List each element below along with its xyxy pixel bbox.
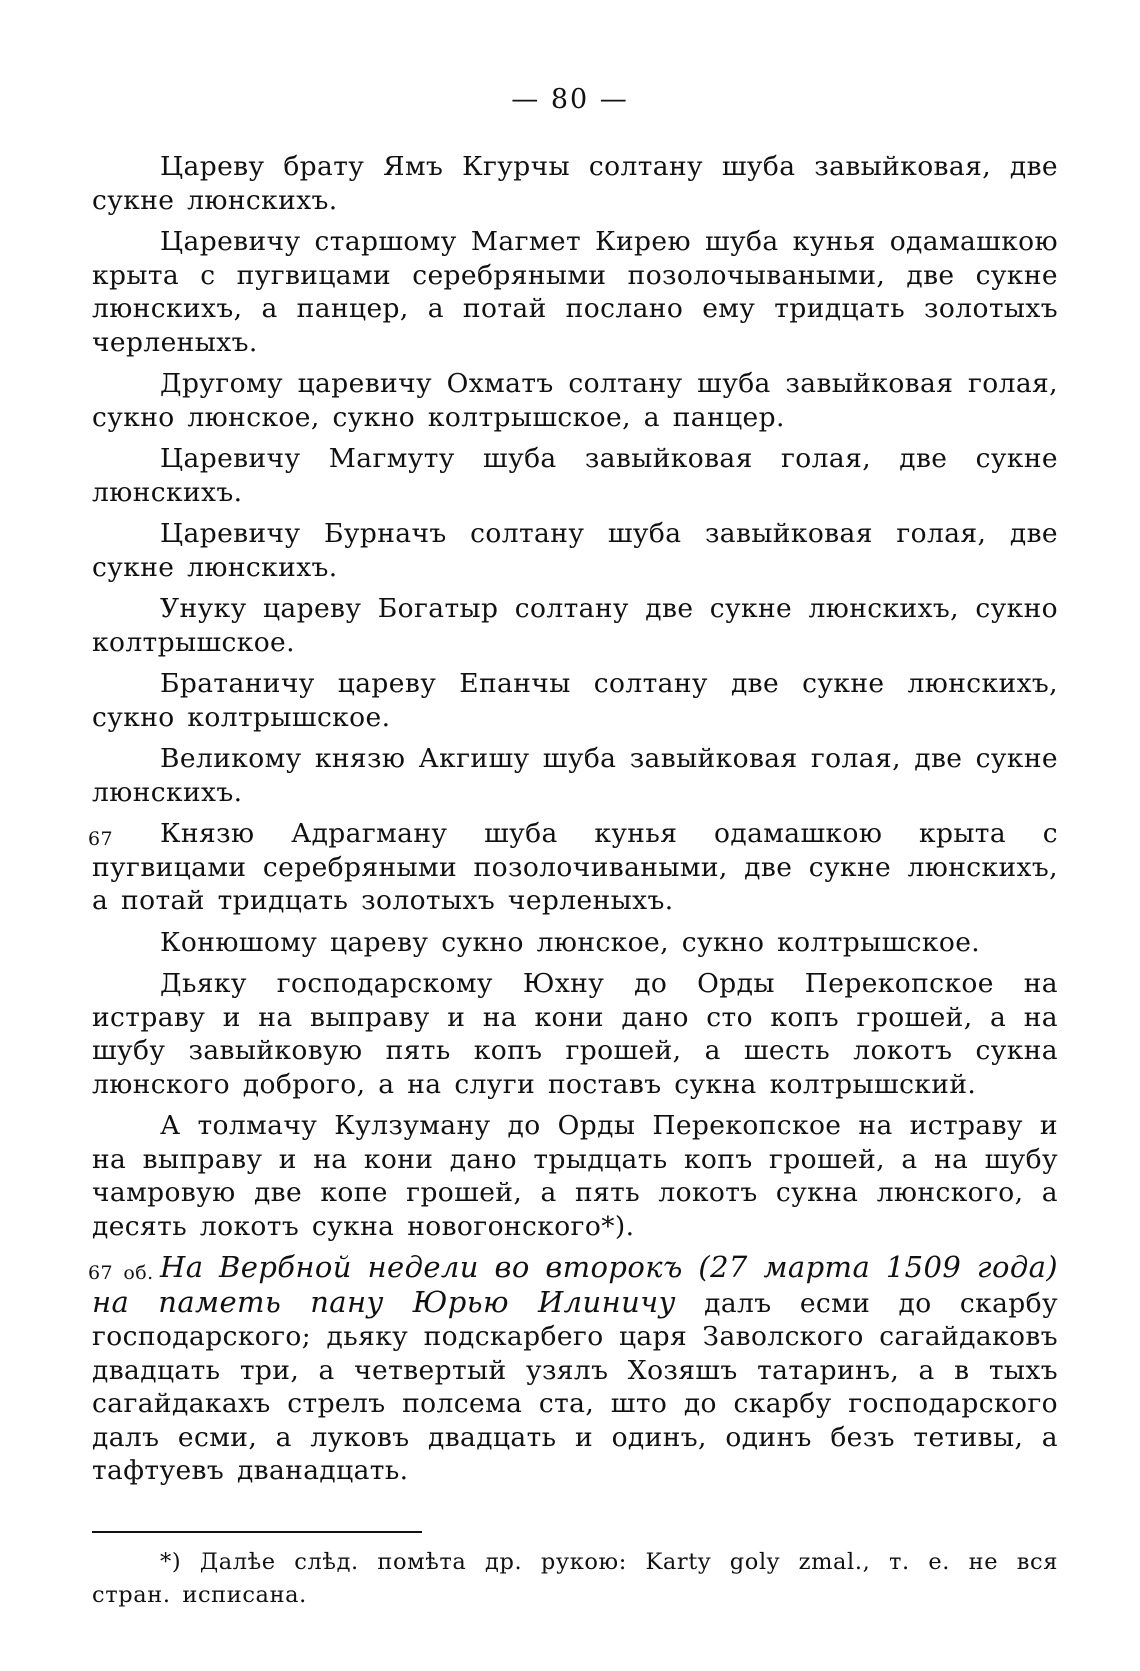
paragraph-text: Унуку цареву Богатыр солтану две сукне люнскихъ, сукно колтрышское.	[92, 593, 1058, 658]
paragraph-text: Конюшому цареву сукно люнское, сукно колтрышское.	[160, 926, 981, 958]
paragraph-text: Братаничу цареву Епанчы солтану две сукне люнскихъ, сукно колтрышское.	[92, 668, 1058, 733]
paragraph	[92, 150, 1058, 217]
page-number: — 80 —	[511, 84, 629, 115]
paragraph-text: Другому царевичу Охматъ солтану шуба завыйковая голая, сукно люнское, сукно колтрышское, а панцер.	[92, 368, 1058, 433]
paragraph-text: далъ есми до скарбу господарского; дьяку подскарбего царя Заволского сагайдаковъ двадцать три, а четвертый узялъ Хозяшъ татаринъ, а в тыхъ сагайдакахъ стрелъ полсема ста, што до скарбу господарского далъ есми, а луковъ двадцать и одинъ, одинъ безъ тетивы, а тафтуевъ дванадцать.	[92, 1287, 1058, 1486]
footnote-divider	[92, 1531, 422, 1533]
paragraph-text: Царевичу Магмуту шуба завыйковая голая, две сукне люнскихъ.	[92, 443, 1058, 508]
paragraph	[92, 592, 1058, 659]
paragraph	[92, 742, 1058, 809]
main-text	[88, 150, 1058, 1496]
paragraph	[92, 926, 1058, 960]
paragraph	[92, 667, 1058, 734]
paragraph-text: Цареву брату Ямъ Кгурчы солтану шуба завыйковая, две сукне люнскихъ.	[92, 151, 1058, 216]
paragraph-italic-heading: На Вербной недели во второкъ (27 марта 1509 года) на паметь пану Юрью Илиничу	[92, 1250, 1058, 1319]
footnote: *) Далѣе слѣд. помѣта др. рукою: Karty goly zmal., т. е. не вся стран. исписана.	[92, 1549, 1058, 1608]
paragraph-text: Дьяку господарскому Юхну до Орды Перекопское на истраву и на выправу и на кони дано сто копъ грошей, а на шубу завыйковую пять копъ грошей, а шесть локотъ сукна люнского доброго, а на слуги поставъ сукна колтрышский.	[92, 968, 1058, 1100]
paragraph	[92, 225, 1058, 359]
margin-folio-note: 67 об.	[88, 1262, 154, 1284]
paragraph	[88, 1250, 1058, 1488]
paragraph-text: Князю Адрагману шуба кунья одамашкою крыта с пугвицами серебряными позолочиваными, две сукне люнскихъ, а потай тридцать золотыхъ черленыхъ.	[92, 818, 1058, 916]
paragraph-text: Великому князю Акгишу шуба завыйковая голая, две сукне люнскихъ.	[92, 743, 1058, 808]
paragraph	[88, 817, 1058, 918]
paragraph	[92, 967, 1058, 1101]
paragraph	[92, 517, 1058, 584]
margin-folio-note: 67	[88, 828, 113, 850]
paragraph-text: Царевичу Бурначъ солтану шуба завыйковая голая, две сукне люнскихъ.	[92, 518, 1058, 583]
paragraph	[92, 367, 1058, 434]
paragraph-text: А толмачу Кулзуману до Орды Перекопское на истраву и на выправу и на кони дано трыдцать копъ грошей, а на шубу чамровую две копе грошей, а пять локотъ сукна люнского, а десять локотъ сукна новогонского*).	[92, 1110, 1058, 1242]
paragraph	[92, 1109, 1058, 1243]
paragraph-text: Царевичу старшому Магмет Кирею шуба кунья одамашкою крыта с пугвицами серебряными позолочываными, две сукне люнскихъ, а панцер, а потай послано ему тридцать золотыхъ черленыхъ.	[92, 226, 1058, 358]
paragraph	[92, 442, 1058, 509]
